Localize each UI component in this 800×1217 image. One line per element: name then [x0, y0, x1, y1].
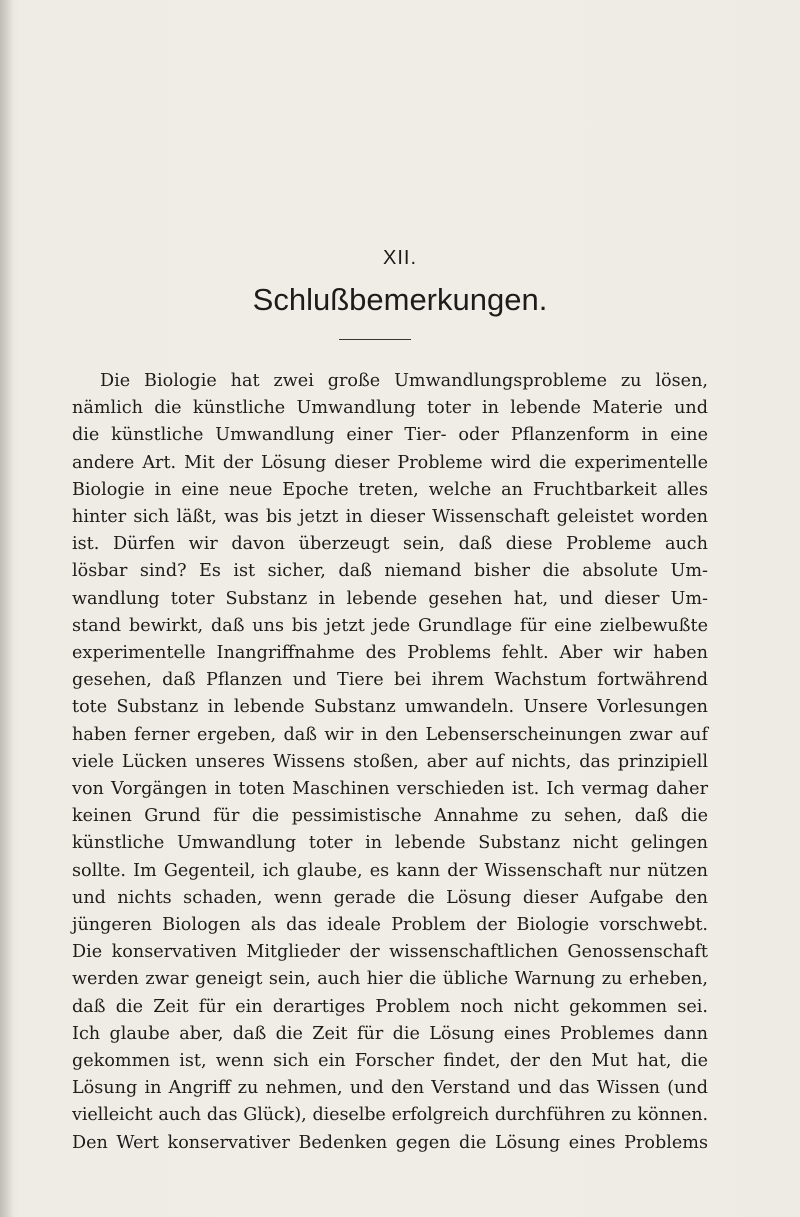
- text-line: von Vorgängen in toten Maschinen verschieden ist. Ich vermag daher: [72, 779, 708, 800]
- chapter-body: [72, 368, 708, 1157]
- text-line: haben ferner ergeben, daß wir in den Lebenserscheinungen zwar auf: [72, 724, 708, 745]
- text-line: hinter sich läßt, was bis jetzt in dieser Wissenschaft geleistet worden: [72, 507, 708, 528]
- text-line: künstliche Umwandlung toter in lebende Substanz nicht gelingen: [72, 833, 708, 854]
- text-line: Die Biologie hat zwei große Umwandlungsprobleme zu lösen,: [100, 371, 708, 391]
- text-line: gesehen, daß Pflanzen und Tiere bei ihrem Wachstum fortwährend: [72, 670, 708, 691]
- text-line: Biologie in eine neue Epoche treten, welche an Fruchtbarkeit alles: [72, 479, 708, 500]
- text-line: wandlung toter Substanz in lebende gesehen hat, und dieser Um-: [72, 588, 708, 609]
- text-line: vielleicht auch das Glück), dieselbe erfolgreich durchführen zu können.: [72, 1105, 708, 1126]
- text-line: und nichts schaden, wenn gerade die Lösung dieser Aufgabe den: [72, 887, 708, 908]
- text-line: tote Substanz in lebende Substanz umwandeln. Unsere Vorlesungen: [72, 697, 708, 718]
- text-line: werden zwar geneigt sein, auch hier die übliche Warnung zu erheben,: [72, 969, 708, 990]
- text-line: nämlich die künstliche Umwandlung toter in lebende Materie und: [72, 398, 708, 419]
- text-line: gekommen ist, wenn sich ein Forscher findet, der den Mut hat, die: [72, 1051, 708, 1072]
- text-line: viele Lücken unseres Wissens stoßen, aber auf nichts, das prinzipiell: [72, 751, 708, 772]
- text-line: Den Wert konservativer Bedenken gegen die Lösung eines Problems: [72, 1132, 708, 1153]
- text-line: Die konservativen Mitglieder der wissenschaftlichen Genossenschaft: [72, 942, 708, 963]
- text-line: daß die Zeit für ein derartiges Problem noch nicht gekommen sei.: [72, 996, 708, 1017]
- text-line: jüngeren Biologen als das ideale Problem der Biologie vorschwebt.: [72, 915, 708, 936]
- chapter-title: Schlußbemerkungen.: [252, 282, 548, 317]
- text-line: die künstliche Umwandlung einer Tier- oder Pflanzenform in eine: [72, 425, 708, 446]
- text-line: lösbar sind? Es ist sicher, daß niemand bisher die absolute Um-: [72, 561, 708, 582]
- text-line: ist. Dürfen wir davon überzeugt sein, daß diese Probleme auch: [72, 534, 708, 555]
- text-line: keinen Grund für die pessimistische Annahme zu sehen, daß die: [72, 806, 708, 827]
- page-edge-shadow: [0, 0, 14, 1217]
- chapter-number: XII.: [382, 247, 417, 269]
- text-line: Lösung in Angriff zu nehmen, und den Verstand und das Wissen (und: [72, 1078, 708, 1099]
- text-line: experimentelle Inangriffnahme des Problems fehlt. Aber wir haben: [72, 643, 708, 664]
- text-line: andere Art. Mit der Lösung dieser Probleme wird die experimentelle: [72, 452, 708, 473]
- text-line: sollte. Im Gegenteil, ich glaube, es kann der Wissenschaft nur nützen: [72, 860, 708, 881]
- text-line: Ich glaube aber, daß die Zeit für die Lösung eines Problemes dann: [72, 1023, 708, 1044]
- text-line: stand bewirkt, daß uns bis jetzt jede Grundlage für eine zielbewußte: [72, 615, 708, 636]
- title-divider: [339, 339, 411, 340]
